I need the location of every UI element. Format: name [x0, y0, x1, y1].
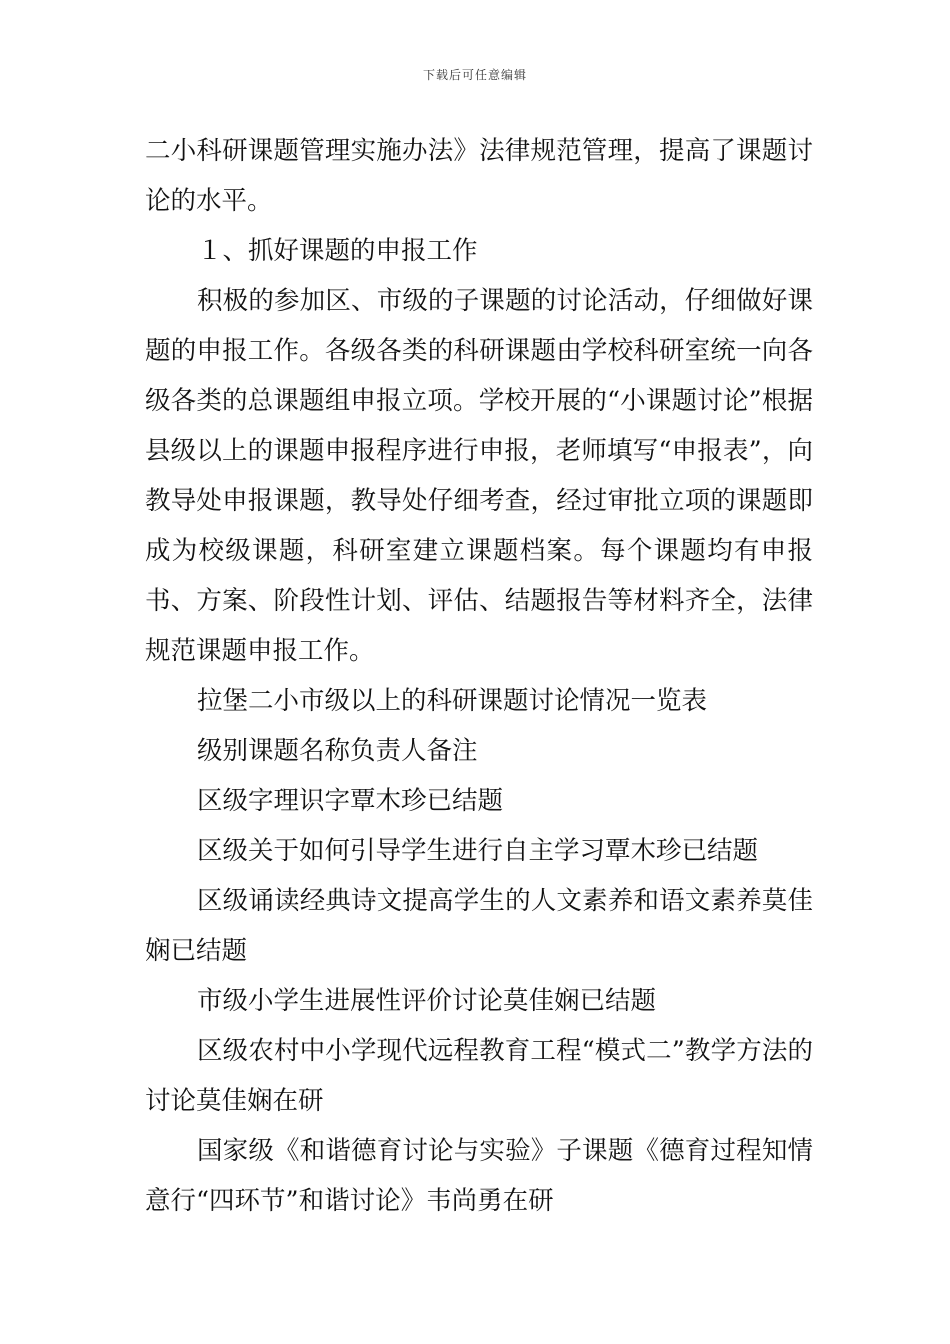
table-header-line: 级别课题名称负责人备注	[197, 736, 478, 766]
table-row-line: 区级关于如何引导学生进行自主学习覃木珍已结题	[197, 836, 759, 866]
table-row-line: 区级诵读经典诗文提高学生的人文素养和语文素养莫佳娴已结题	[145, 886, 813, 966]
document-body	[145, 126, 813, 1226]
table-title: 拉堡二小市级以上的科研课题讨论情况一览表	[197, 686, 708, 716]
table-row-line: 国家级《和谐德育讨论与实验》子课题《德育过程知情意行“四环节”和谐讨论》韦尚勇在研	[145, 1136, 813, 1216]
table-row-line: 区级农村中小学现代远程教育工程“模式二”教学方法的讨论莫佳娴在研	[145, 1036, 813, 1116]
table-row-line: 区级字理识字覃木珍已结题	[197, 786, 504, 816]
paragraph-application-work: 积极的参加区、市级的子课题的讨论活动，仔细做好课题的申报工作。各级各类的科研课题由学校科研室统一向各级各类的总课题组申报立项。学校开展的“小课题讨论”根据县级以上的课题申报程序进行申报，老师填写“申报表”，向教导处申报课题，教导处仔细考查，经过审批立项的课题即成为校级课题，科研室建立课题档案。每个课题均有申报书、方案、阶段性计划、评估、结题报告等材料齐全，法律规范课题申报工作。	[145, 286, 813, 666]
table-row-line: 市级小学生进展性评价讨论莫佳娴已结题	[197, 986, 657, 1016]
paragraph-continuation: 二小科研课题管理实施办法》法律规范管理，提高了课题讨论的水平。	[145, 136, 813, 216]
section-heading: １、抓好课题的申报工作	[197, 236, 478, 266]
page-header: 下载后可任意编辑	[422, 68, 527, 82]
